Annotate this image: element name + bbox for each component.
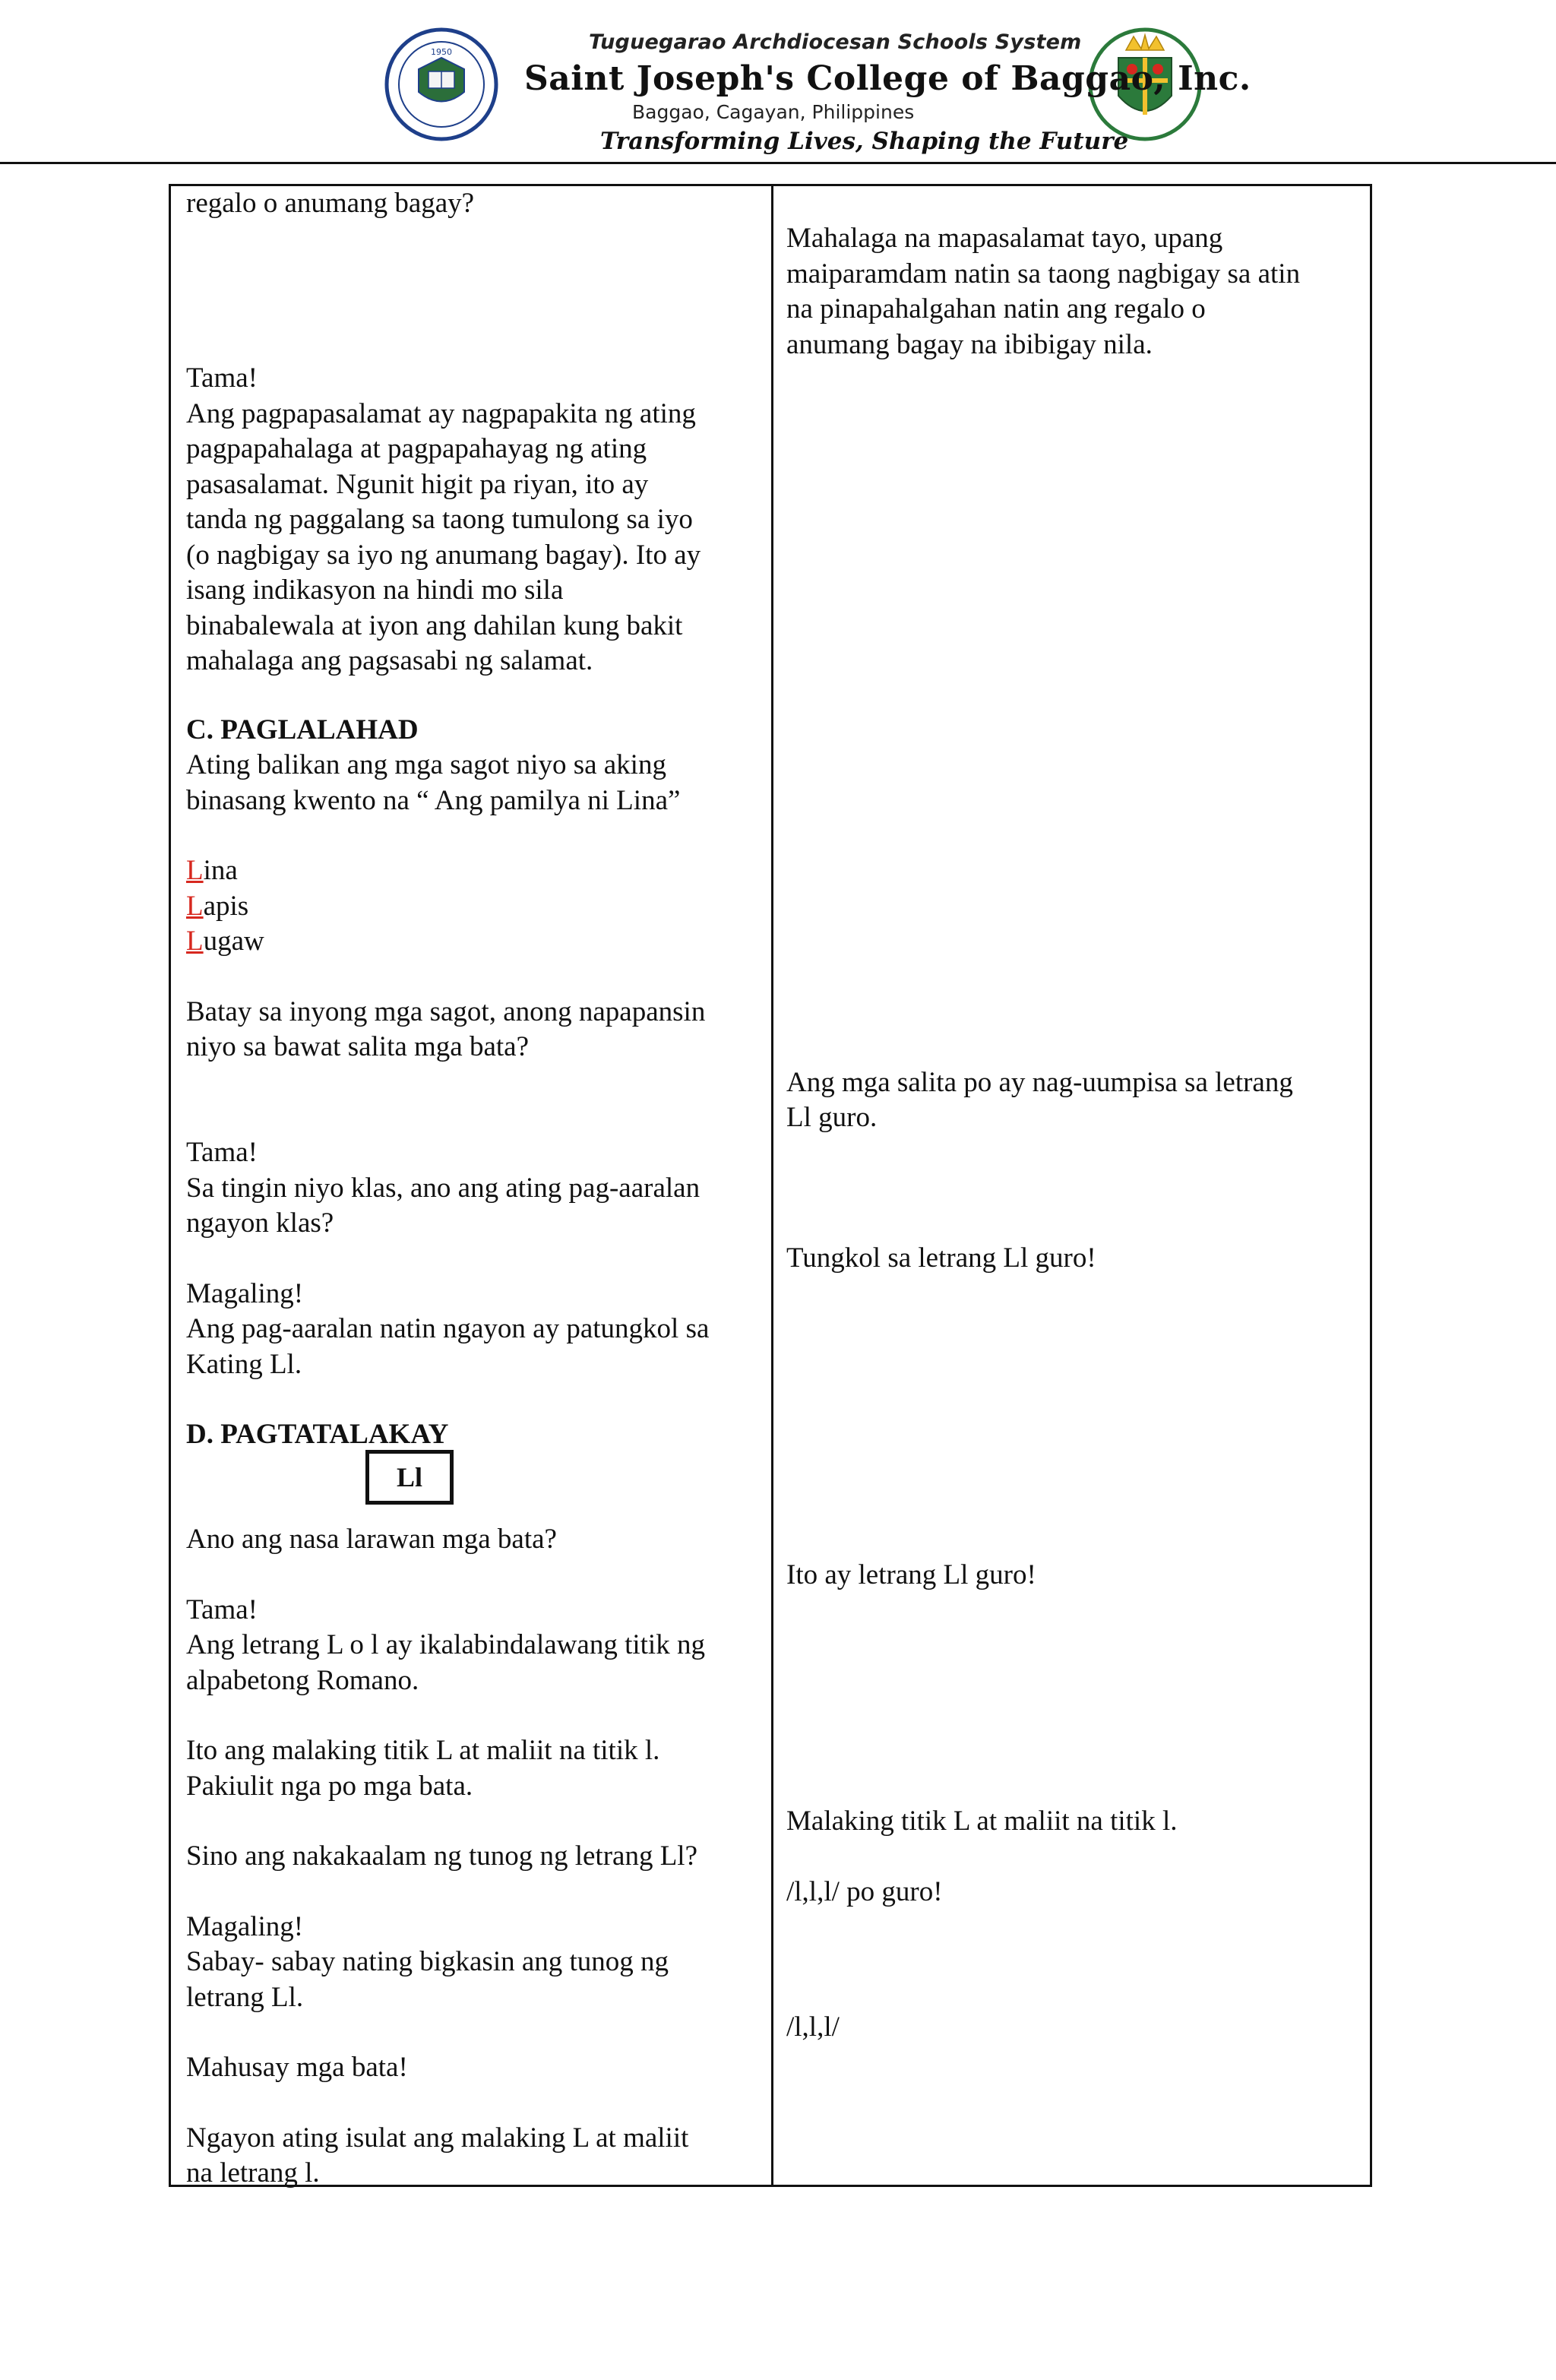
teacher-line: Mahusay mga bata!: [186, 2052, 408, 2083]
teacher-line: Pakiulit nga po mga bata.: [186, 1771, 473, 1802]
pupil-line: Ll guro.: [786, 1102, 878, 1133]
teacher-line: tanda ng paggalang sa taong tumulong sa iyo: [186, 504, 693, 535]
pupil-line: Ang mga salita po ay nag-uumpisa sa letrang: [786, 1067, 1293, 1098]
school-name: Saint Joseph's College of Baggao, Inc.: [524, 59, 1251, 98]
highlighted-initial: L: [186, 926, 204, 957]
pupil-line: Tungkol sa letrang Ll guro!: [786, 1242, 1096, 1274]
teacher-line: Batay sa inyong mga sagot, anong napapansin: [186, 996, 706, 1027]
teacher-line: Ano ang nasa larawan mga bata?: [186, 1524, 557, 1555]
teacher-line: Magaling!: [186, 1911, 304, 1942]
word-item: Lapis: [186, 891, 249, 922]
teacher-line: Sabay- sabay nating bigkasin ang tunog ng: [186, 1946, 669, 1977]
letter-ll-box: Ll: [365, 1450, 454, 1505]
teacher-line: Magaling!: [186, 1278, 304, 1309]
teacher-line: Ang letrang L o l ay ikalabindalawang titik ng: [186, 1629, 705, 1660]
teacher-line: Ito ang malaking titik L at maliit na titik l.: [186, 1735, 660, 1766]
teacher-line: (o nagbigay sa iyo ng anumang bagay). Ito ay: [186, 540, 701, 571]
teacher-line: Sa tingin niyo klas, ano ang ating pag-aaralan: [186, 1173, 701, 1204]
teacher-line: Tama!: [186, 1594, 258, 1625]
teacher-line: ngayon klas?: [186, 1207, 334, 1239]
teacher-line: na letrang l.: [186, 2157, 320, 2189]
teacher-line: mahalaga ang pagsasabi ng salamat.: [186, 645, 593, 676]
pupil-line: Ito ay letrang Ll guro!: [786, 1559, 1036, 1590]
teacher-line: Sino ang nakakaalam ng tunog ng letrang Ll?: [186, 1840, 698, 1872]
pupil-line: maiparamdam natin sa taong nagbigay sa atin: [786, 258, 1301, 290]
teacher-line: pasasalamat. Ngunit higit pa riyan, ito ay: [186, 469, 649, 500]
pupil-line: /l,l,l/: [786, 2011, 840, 2043]
teacher-line: alpabetong Romano.: [186, 1665, 419, 1696]
word-item: Lina: [186, 855, 238, 886]
column-divider: [771, 186, 773, 2185]
teacher-line: Ating balikan ang mga sagot niyo sa aking: [186, 749, 666, 780]
teacher-line: isang indikasyon na hindi mo sila: [186, 574, 564, 606]
pupil-line: Mahalaga na mapasalamat tayo, upang: [786, 223, 1223, 254]
highlighted-initial: L: [186, 891, 204, 922]
school-address: Baggao, Cagayan, Philippines: [632, 101, 915, 123]
document-header: [0, 0, 1556, 167]
svg-text:1950: 1950: [431, 47, 452, 57]
highlighted-initial: L: [186, 855, 204, 886]
teacher-line: Tama!: [186, 1137, 258, 1168]
section-heading-d: D. PAGTATALAKAY: [186, 1419, 449, 1450]
lesson-plan-table: [169, 184, 1372, 2187]
college-seal-logo: [384, 27, 498, 141]
teacher-line: Kating Ll.: [186, 1349, 302, 1380]
teacher-line: Ang pag-aaralan natin ngayon ay patungkol sa: [186, 1313, 710, 1344]
teacher-line: niyo sa bawat salita mga bata?: [186, 1031, 530, 1062]
teacher-line: Ngayon ating isulat ang malaking L at maliit: [186, 2122, 689, 2154]
pupil-line: anumang bagay na ibibigay nila.: [786, 329, 1153, 360]
teacher-line: regalo o anumang bagay?: [186, 188, 475, 219]
pupil-line: Malaking titik L at maliit na titik l.: [786, 1806, 1178, 1837]
teacher-line: Tama!: [186, 362, 258, 394]
teacher-line: letrang Ll.: [186, 1982, 304, 2013]
header-divider: [0, 162, 1556, 164]
teacher-line: binabalewala at iyon ang dahilan kung bakit: [186, 610, 683, 641]
teacher-line: Ang pagpapasalamat ay nagpapakita ng ating: [186, 398, 696, 429]
pupil-line: na pinapahalgahan natin ang regalo o: [786, 293, 1206, 324]
pupil-line: /l,l,l/ po guro!: [786, 1876, 943, 1907]
word-item: Lugaw: [186, 926, 264, 957]
school-system-name: Tuguegarao Archdiocesan Schools System: [589, 30, 1082, 54]
school-motto: Transforming Lives, Shaping the Future: [600, 128, 1129, 155]
teacher-line: binasang kwento na “ Ang pamilya ni Lina”: [186, 785, 681, 816]
teacher-line: pagpapahalaga at pagpapahayag ng ating: [186, 433, 647, 464]
section-heading-c: C. PAGLALAHAD: [186, 714, 419, 745]
